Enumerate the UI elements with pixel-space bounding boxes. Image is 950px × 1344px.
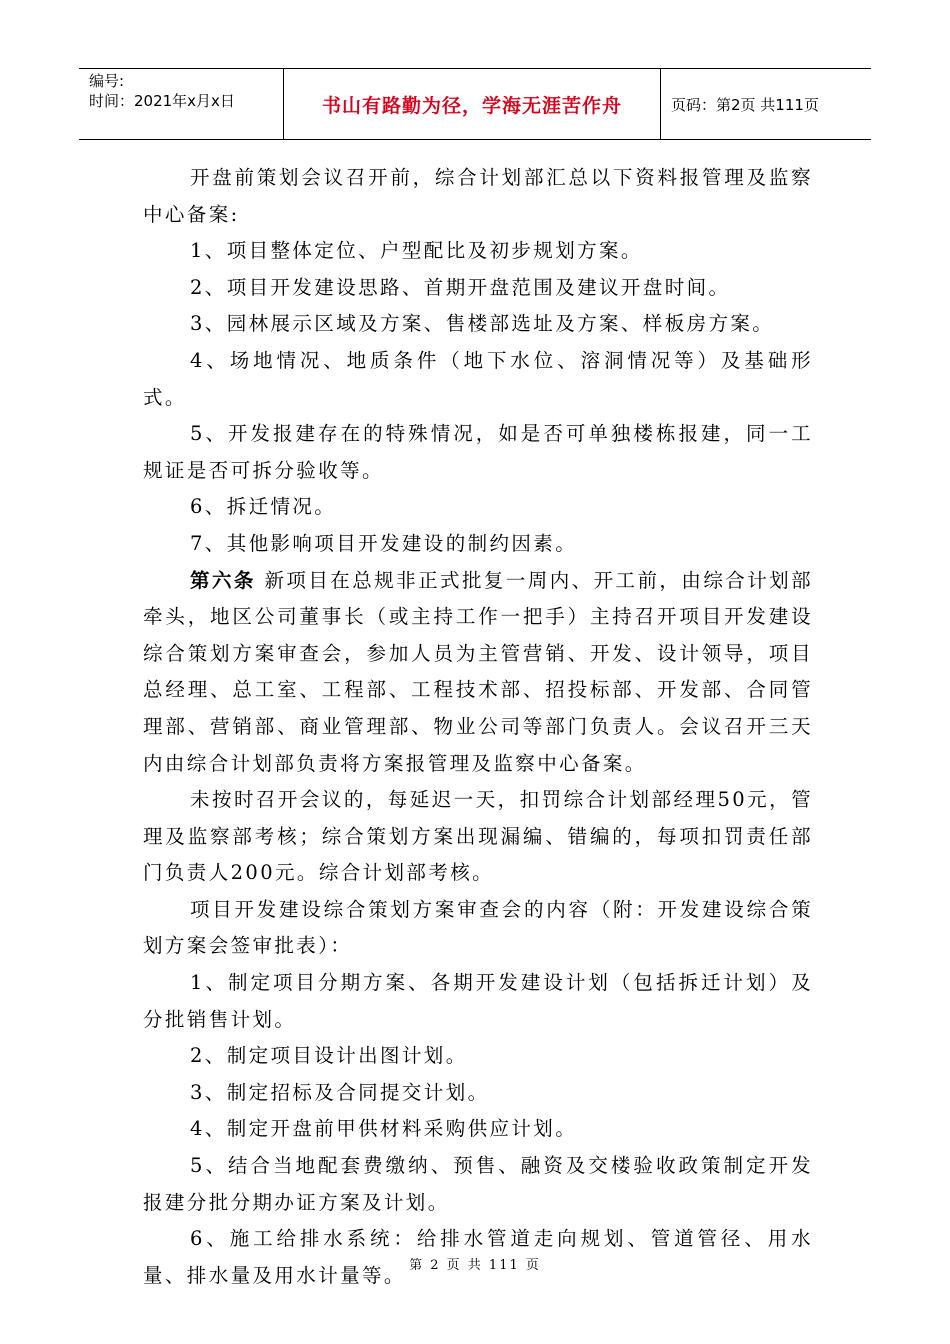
- document-time: 时间：2021年x月x日: [89, 92, 235, 110]
- article-label: 第六条: [190, 568, 256, 592]
- page-header: [79, 68, 871, 140]
- paragraph: 开盘前策划会议召开前，综合计划部汇总以下资料报管理及监察中心备案:: [143, 166, 813, 226]
- document-body: [143, 160, 813, 1294]
- page-footer: 第 2 页 共 111 页: [409, 1258, 541, 1273]
- article-six: [143, 563, 813, 783]
- document-number-label: 编号:: [89, 72, 125, 90]
- list-item: 1、制定项目分期方案、各期开发建设计划（包括拆迁计划）及分批销售计划。: [143, 971, 813, 1031]
- list-item: 2、制定项目设计出图计划。: [190, 1044, 468, 1068]
- list-item: 6、拆迁情况。: [190, 495, 337, 519]
- list-item: 5、结合当地配套费缴纳、预售、融资及交楼验收政策制定开发报建分批分期办证方案及计划。: [143, 1154, 813, 1214]
- list-item: 3、制定招标及合同提交计划。: [190, 1080, 490, 1104]
- list-item: 4、制定开盘前甲供材料采购供应计划。: [190, 1117, 578, 1141]
- list-item: 7、其他影响项目开发建设的制约因素。: [190, 531, 578, 555]
- list-item: 1、项目整体定位、户型配比及初步规划方案。: [190, 239, 643, 263]
- list-item: 6、施工给排水系统：给排水管道走向规划、管道管径、用水量、排水量及用水计量等。: [143, 1227, 813, 1287]
- list-item: 4、场地情况、地质条件（地下水位、溶洞情况等）及基础形式。: [143, 348, 813, 409]
- header-motto: 书山有路勤为径，学海无涯苦作舟: [283, 69, 661, 139]
- paragraph: 未按时召开会议的，每延迟一天，扣罚综合计划部经理50元，管理及监察部考核；综合策划方案出现漏编、错编的，每项扣罚责任部门负责人200元。综合计划部考核。: [143, 788, 813, 885]
- list-item: 2、项目开发建设思路、首期开盘范围及建议开盘时间。: [190, 275, 731, 299]
- list-item: 3、园林展示区域及方案、售楼部选址及方案、样板房方案。: [190, 312, 775, 336]
- header-meta: [79, 69, 283, 139]
- list-item: 5、开发报建存在的特殊情况，如是否可单独楼栋报建，同一工规证是否可拆分验收等。: [143, 422, 813, 482]
- article-text: 新项目在总规非正式批复一周内、开工前，由综合计划部牵头，地区公司董事长（或主持工作一把手）主持召开项目开发建设综合策划方案审查会，参加人员为主管营销、开发、设计领导，项目总经理、总工室、工程部、工程技术部、招投标部、开发部、合同管理部、营销部、商业管理部、物业公司等部门负责人。会议召开三天内由综合计划部负责将方案报管理及监察中心备案。: [143, 568, 813, 775]
- paragraph: 项目开发建设综合策划方案审查会的内容（附：开发建设综合策划方案会签审批表）：: [143, 897, 813, 958]
- header-page-info: 页码：第2页 共111页: [671, 95, 819, 114]
